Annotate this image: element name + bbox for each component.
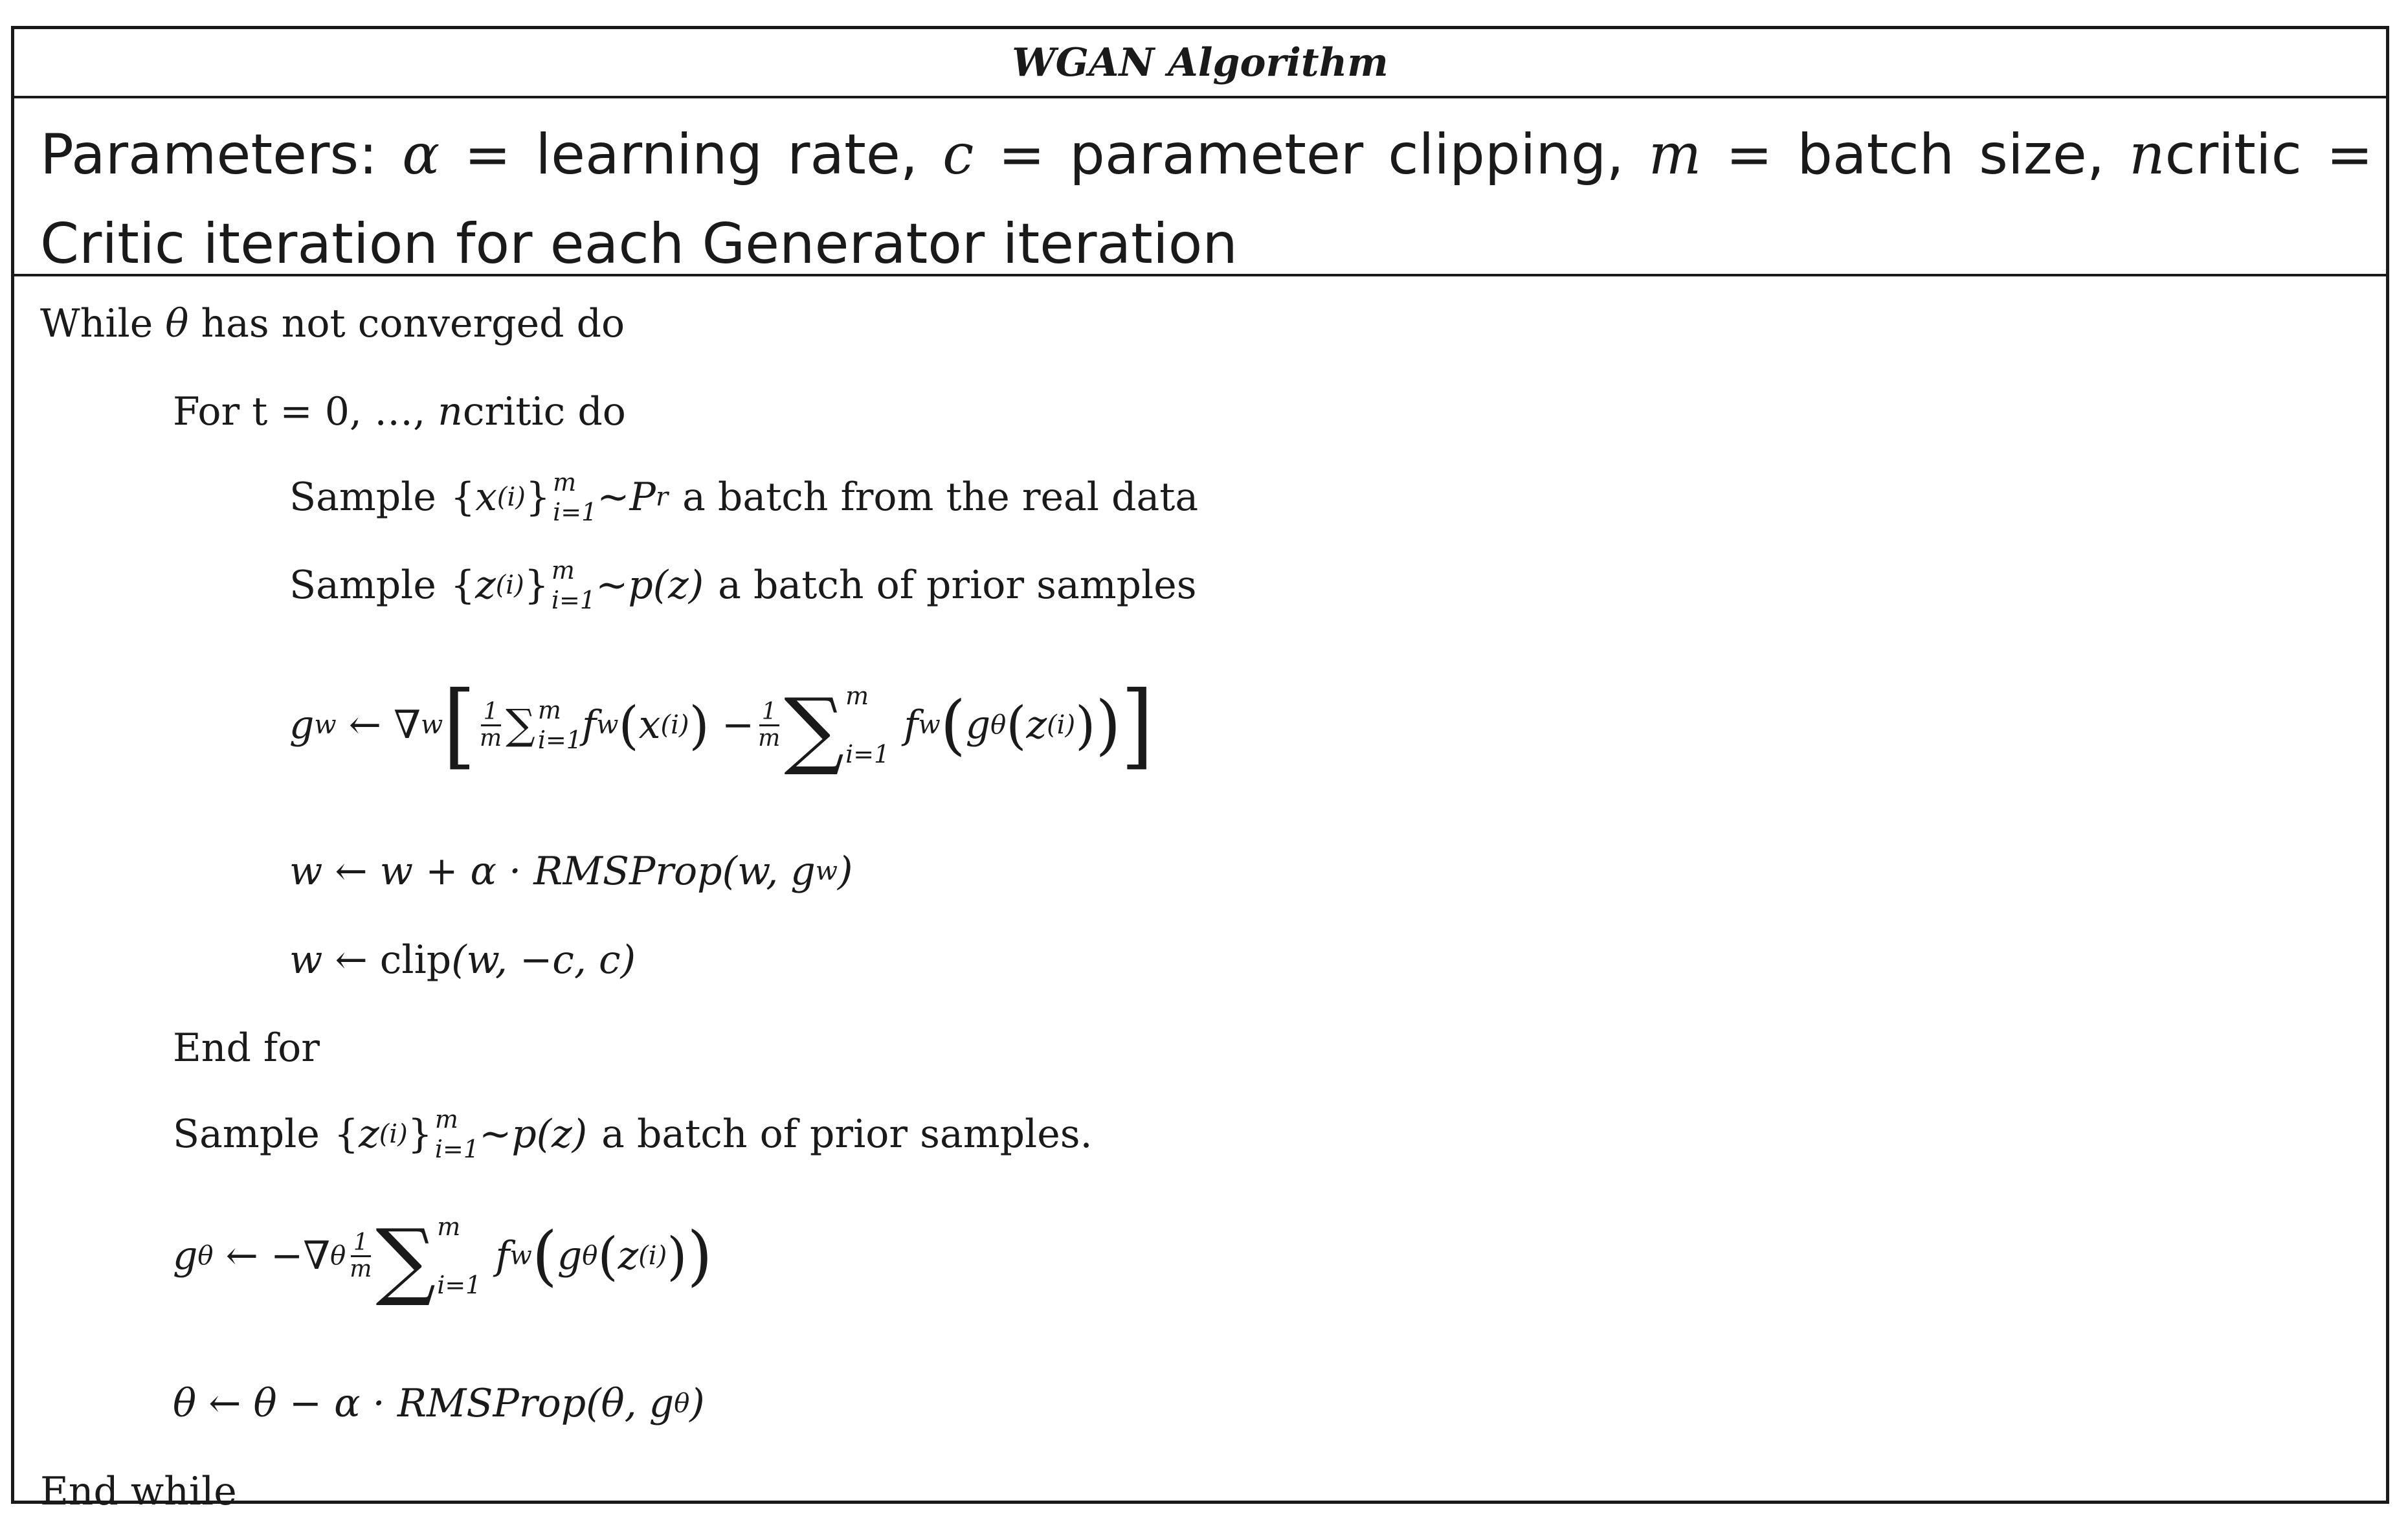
sample-real-line — [289, 469, 1198, 525]
critic-gradient-line: g w ← ∇ w [ $\frac{1}{m}$ ∑ m i=1 f w ( x (i) ) − $\frac{1}{m}$ ∑ m i=1 f w ( g θ ( z (i) ) ) ] — [289, 671, 1154, 779]
n-symbol-inline: n — [438, 389, 463, 434]
n-symbol: n — [2129, 122, 2165, 187]
parameters-divider — [14, 274, 2386, 276]
m-description: = batch size, — [1726, 122, 2105, 187]
generator-sample-line — [173, 1106, 1093, 1162]
sample-label: Sample — [289, 475, 436, 520]
while-condition: has not converged do — [201, 301, 625, 346]
c-description: = parameter clipping, — [998, 122, 1624, 187]
weight-clip-line: w ← clip (w, −c, c) — [289, 937, 636, 983]
sample-label: Sample — [289, 563, 436, 608]
prior-sample-set: { z (i) } m i=1 ~p(z) — [450, 556, 704, 614]
for-suffix: critic do — [462, 389, 626, 434]
generator-sample-description: a batch of prior samples. — [601, 1112, 1093, 1157]
parameters-text — [40, 110, 2373, 289]
algorithm-box — [11, 26, 2389, 1514]
generator-gradient-line: g θ ← − ∇ θ $\frac{1}{m}$ ∑ m i=1 f w ( g θ ( z (i) ) ) — [173, 1211, 713, 1309]
while-line — [40, 301, 625, 346]
sample-prior-description: a batch of prior samples — [718, 563, 1197, 608]
sample-prior-line — [289, 557, 1197, 613]
c-symbol: c — [942, 122, 974, 187]
real-sample-set: { x (i) } m i=1 ~P r — [450, 468, 669, 526]
m-symbol: m — [1648, 122, 1702, 187]
end-for-line: End for — [173, 1025, 320, 1071]
alpha-description: = learning rate, — [464, 122, 919, 187]
while-keyword: While — [40, 301, 153, 346]
for-line — [173, 389, 626, 434]
alpha-symbol: α — [402, 122, 440, 187]
generator-prior-set: { z (i) } m i=1 ~p(z) — [333, 1105, 588, 1163]
theta-symbol: θ — [165, 301, 189, 346]
parameters-prefix: Parameters: — [40, 122, 378, 187]
title-divider — [14, 96, 2386, 98]
n-description: critic = Critic iteration for each Generator iteration — [40, 122, 2373, 276]
sample-real-description: a batch from the real data — [682, 475, 1199, 520]
algorithm-title: WGAN Algorithm — [1012, 39, 1388, 85]
weight-update-line: w ← w + α · RMSProp(w, g w ) — [289, 849, 853, 894]
for-range: For t = 0, …, — [173, 389, 426, 434]
end-while-line: End while — [40, 1469, 237, 1514]
theta-update-line: θ ← θ − α · RMSProp(θ, g θ ) — [173, 1381, 705, 1426]
sample-label: Sample — [173, 1112, 320, 1157]
